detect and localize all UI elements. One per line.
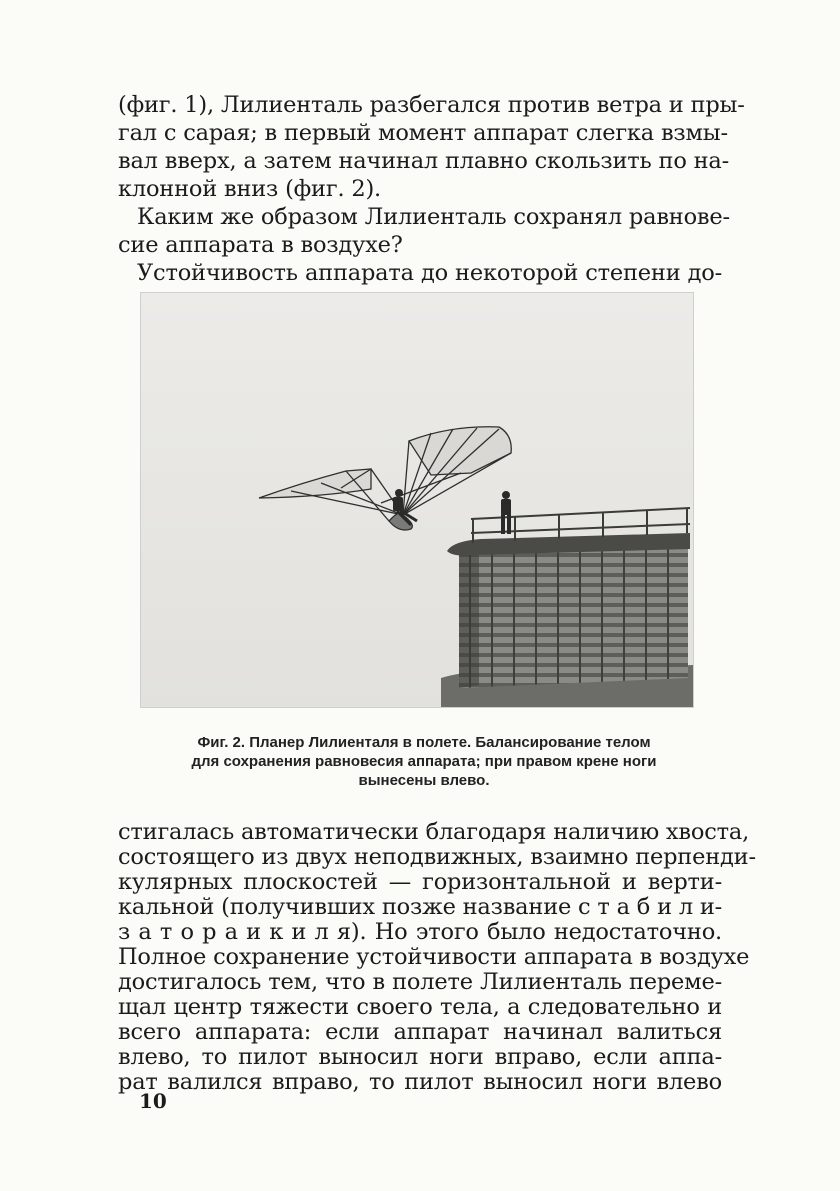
page-number: 10 <box>139 1089 167 1113</box>
text-line: сие аппарата в воздухе? <box>118 232 403 258</box>
figure-caption <box>126 733 722 790</box>
text-line: Полное сохранение устойчивости аппарата в воздухе <box>118 944 750 970</box>
caption-line: Фиг. 2. Планер Лилиенталя в полете. Балансирование телом <box>197 734 651 751</box>
glider-photo <box>140 292 694 708</box>
text-line: Устойчивость аппарата до некоторой степени до- <box>137 260 722 286</box>
text-line: клонной вниз (фиг. 2). <box>118 176 381 202</box>
text-line: состоящего из двух неподвижных, взаимно перпенди- <box>118 844 756 870</box>
caption-line: для сохранения равновесия аппарата; при правом крене ноги <box>191 753 657 770</box>
text-line: вал вверх, а затем начинал плавно скользить по на- <box>118 148 730 174</box>
text-line: з а т о р а и к и л я). Но этого было недостаточно. <box>118 919 722 945</box>
text-line: стигалась автоматически благодаря наличию хвоста, <box>118 819 750 845</box>
text-line: (фиг. 1), Лилиенталь разбегался против ветра и пры- <box>118 92 745 118</box>
text-line: влево, то пилот выносил ноги вправо, если аппа- <box>118 1044 722 1070</box>
text-line: гал с сарая; в первый момент аппарат слегка взмы- <box>118 120 728 146</box>
text-line: Каким же образом Лилиенталь сохранял равнове- <box>137 204 730 230</box>
glider-illustration <box>141 293 693 707</box>
text-line: щал центр тяжести своего тела, а следовательно и <box>118 994 722 1020</box>
text-line: рат валился вправо, то пилот выносил ноги влево <box>118 1069 722 1095</box>
text-line: всего аппарата: если аппарат начинал валиться <box>118 1019 722 1045</box>
caption-line: вынесены влево. <box>358 772 490 789</box>
text-line: кальной (получивших позже название с т а б и л и- <box>118 894 723 920</box>
text-line: достигалось тем, что в полете Лилиенталь переме- <box>118 969 722 995</box>
text-line: кулярных плоскостей — горизонтальной и верти- <box>118 869 722 895</box>
